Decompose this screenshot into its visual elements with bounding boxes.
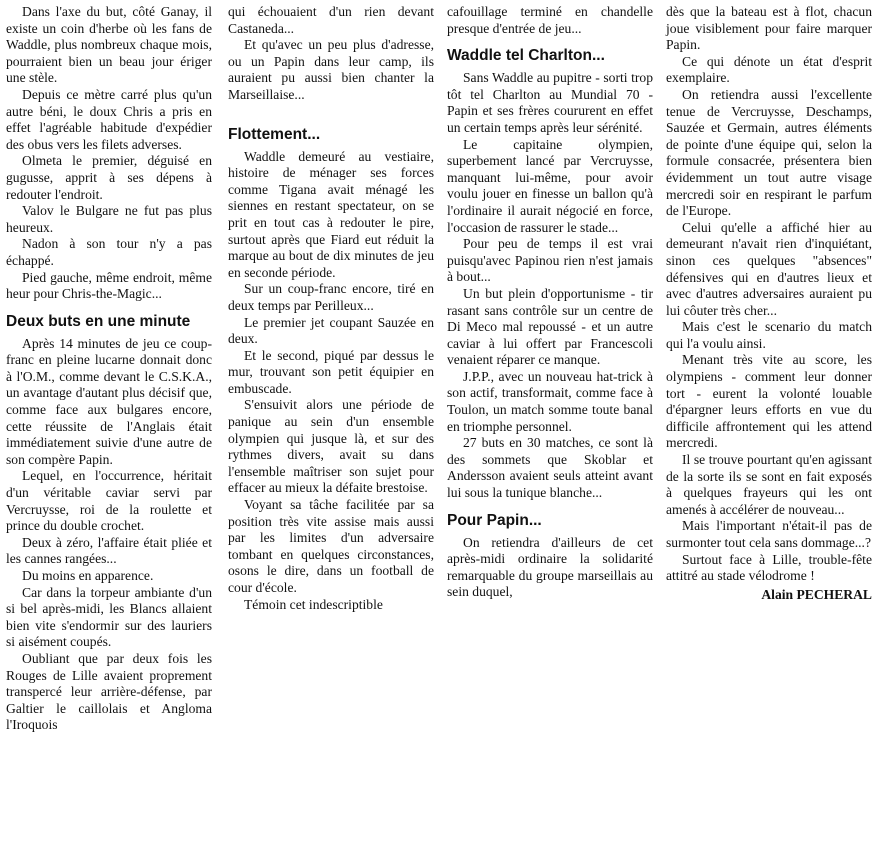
author-signature: Alain PECHERAL [761,586,872,602]
paragraph: Ce qui dénote un état d'esprit exemplaire. [666,53,872,86]
paragraph: Surtout face à Lille, trouble-fête attitré au stade vélodrome ! [666,551,872,584]
paragraph: Et le second, piqué par dessus le mur, trouvant son petit équipier en embuscade. [228,347,434,396]
subheading-deux-buts: Deux buts en une minute [6,312,191,330]
paragraph: Celui qu'elle a affiché hier au demeurant n'avait rien d'inquiétant, sinon ces quelques "absences" défensives qui en d'autres lieux et avec d'autres adversaires auraient pu lui côuter très cher... [666,219,872,318]
paragraph: dès que la bateau est à flot, chacun joue visiblement pour faire marquer Papin. [666,4,872,53]
paragraph: Témoin cet indescriptible [244,596,383,612]
paragraph: Pour peu de temps il est vrai puisqu'avec Papinou rien n'est jamais à bout... [447,236,653,285]
paragraph: cafouillage terminé en chandelle presque d'entrée de jeu... [447,4,653,36]
paragraph: Après 14 minutes de jeu ce coup-franc en pleine lucarne donnait donc à l'O.M., comme devant le C.S.K.A., un avantage d'autant plus décisif que, comme face aux bulgares encore, cette réussite de l'Anglais était immédiatement suivie d'une autre de son compère Papin. [6,335,212,467]
paragraph: Menant très vite au score, les olympiens - comment leur donner tort - eurent la volonté louable d'épargner leurs efforts en vue du difficile affrontement qui les attend mercredi. [666,352,872,451]
paragraph: Pied gauche, même endroit, même heur pour Chris-the-Magic... [6,269,212,302]
paragraph: 27 buts en 30 matches, ce sont là des sommets que Skoblar et Andersson avaient seuls atteint avant lui sous la tunique blanche... [447,435,653,501]
paragraph: Sans Waddle au pupitre - sorti trop tôt tel Charlton au Mundial 70 - Papin et ses frères coururent en effet un certain temps après leur sérénité. [447,70,653,135]
paragraph: Dans l'axe du but, côté Ganay, il existe un coin d'herbe où les fans de Waddle, plus nombreux chaque mois, pourraient bien un beau jour ériger une stèle. [6,4,212,86]
paragraph: Mais c'est le scenario du match qui l'a voulu ainsi. [666,319,872,351]
article-column-1 [6,4,212,734]
paragraph: Deux à zéro, l'affaire était pliée et les cannes rangées... [6,534,212,567]
paragraph: Mais l'important n'était-il pas de surmonter tout cela sans dommage...? [666,518,872,550]
paragraph: J.P.P., avec un nouveau hat-trick à son actif, transformait, comme face à Toulon, un match somme toute banal en triomphe personnel. [447,368,653,434]
paragraph: Depuis ce mètre carré plus qu'un autre béni, le doux Chris a pris en effet l'agréable habitude d'expédier des obus vers les filets adverses. [6,86,212,152]
subheading-pour-papin: Pour Papin... [447,511,542,529]
paragraph: Nadon à son tour n'y a pas échappé. [6,236,212,268]
paragraph: Lequel, en l'occurrence, héritait d'un véritable caviar servi par Vercruysse, roi de la roulette et prince du double crochet. [6,468,212,534]
paragraph: On retiendra aussi l'excellente tenue de Vercruysse, Deschamps, Sauzée et Germain, autres éléments de pointe d'une équipe qui, selon la formule consacrée, présentera bien évidemment un tout autre visage mercredi soir en respirant le parfum de l'Europe. [666,86,872,219]
subheading-waddle-charlton: Waddle tel Charlton... [447,47,605,65]
paragraph: qui échouaient d'un rien devant Castaneda... [228,4,434,36]
paragraph: Valov le Bulgare ne fut pas plus heureux. [6,203,212,235]
paragraph: Car dans la torpeur ambiante d'un si bel après-midi, les Blancs allaient bien vite s'endormir sur des lauriers si aisément coupés. [6,584,212,650]
paragraph: S'ensuivit alors une période de panique au sein d'un ensemble olympien qui jusque là, et sur des rythmes divers, avait su dans l'ensemble maîtriser son sujet pour effacer au mieux la défaite brestoise. [228,397,434,496]
paragraph: Sur un coup-franc encore, tiré en deux temps par Perilleux... [228,281,434,313]
paragraph: Le premier jet coupant Sauzée en deux. [228,314,434,347]
paragraph: Et qu'avec un peu plus d'adresse, ou un Papin dans leur camp, ils auraient pu aussi bien chanter la Marseillaise... [228,37,434,102]
paragraph: Le capitaine olympien, superbement lancé par Vercruysse, manquant lui-même, pour avoir voulu jouer en finesse un ballon qu'à l'ordinaire il aurait négocié en force, l'occasion de rassurer le stade... [447,136,653,235]
paragraph: Un but plein d'opportunisme - tir rasant sans contrôle sur un centre de Di Meco mal repoussé - et un autre caviar à lui offert par Francescoli venaient réparer ce manque. [447,285,653,368]
article-column-2 [228,4,434,613]
paragraph: Il se trouve pourtant qu'en agissant de la sorte ils se sont en fait exposés à quelques frayeurs qui les ont amenés à accélérer de nouveau... [666,452,872,517]
paragraph: Voyant sa tâche facilitée par sa position très vite assise mais aussi par les limites d'un adversaire tombant en quelques circonstances, osons le dire, dans un football de cour d'école. [228,497,434,595]
paragraph: On retiendra d'ailleurs de cet après-midi ordinaire la solidarité remarquable du groupe marseillais au sein duquel, [447,534,653,600]
paragraph: Waddle demeuré au vestiaire, histoire de ménager ses forces comme Tigana avait ménagé les siennes en restant spectateur, on se prit en tout cas à redouter le pire, surtout après que Fiard eut réduit la marque au bout de dix minutes de jeu en seconde période. [228,148,434,280]
subheading-flottement: Flottement... [228,125,321,143]
paragraph: Oubliant que par deux fois les Rouges de Lille avaient proprement transpercé leur arrière-défense, par Galtier le caillolais et Angloma l'Iroquois [6,650,212,733]
paragraph: Olmeta le premier, déguisé en gugusse, apprit à ses dépens à redouter l'endroit. [6,153,212,202]
paragraph: Du moins en apparence. [22,568,154,583]
article-column-4 [666,4,872,603]
article-column-3 [447,4,653,601]
